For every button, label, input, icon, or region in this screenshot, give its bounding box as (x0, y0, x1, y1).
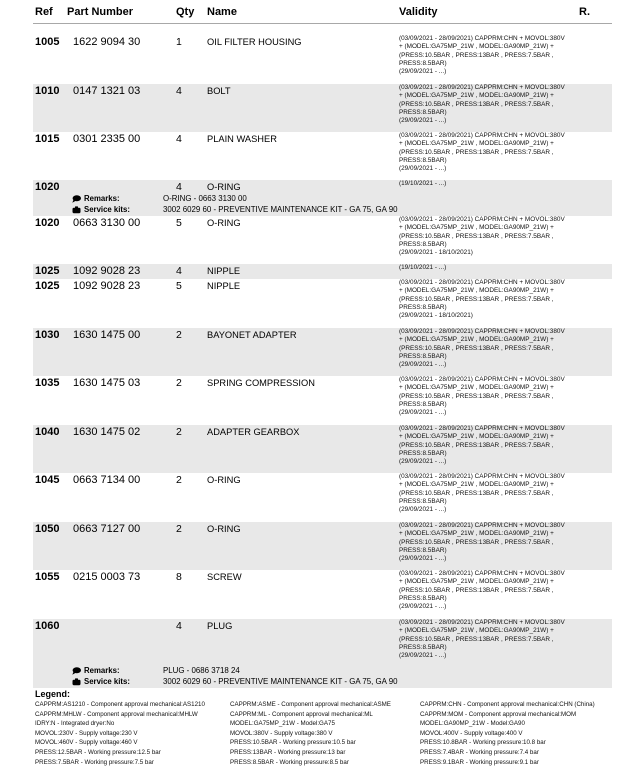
header-revision: R. (579, 6, 590, 18)
part-number: 0663 7127 00 (73, 523, 141, 535)
validity-text: (03/09/2021 - 28/09/2021) CAPPRM:CHN + MOVOL:380V + (MODEL:GA75MP_21W , MODEL:GA90MP_21W) + (PRESS:10.5BAR , PRESS:13BAR , PRESS:7.5BAR , PRESS:8.5BAR) (29/09/2021 - ...) (399, 570, 565, 611)
ref-number: 1025 (35, 265, 60, 277)
validity-text: (03/09/2021 - 28/09/2021) CAPPRM:CHN + MOVOL:380V + (MODEL:GA75MP_21W , MODEL:GA90MP_21W) + (PRESS:10.5BAR , PRESS:13BAR , PRESS:7.5BAR , PRESS:8.5BAR) (29/09/2021 - ...) (399, 473, 565, 514)
legend-column-3 (420, 700, 595, 767)
legend-item: MOVOL:380V - Supply voltage:380 V (230, 729, 333, 737)
part-name: O-RING (207, 475, 241, 485)
parts-table-row (33, 279, 612, 328)
parts-table-row (33, 84, 612, 132)
remarks-value: O-RING - 0663 3130 00 (163, 194, 247, 203)
legend-item: CAPPRM:ASME - Component approval mechanical:ASME (230, 701, 391, 708)
header-divider (33, 23, 612, 24)
part-number: 0215 0003 73 (73, 571, 141, 583)
quantity: 2 (176, 474, 182, 486)
ref-number: 1045 (35, 474, 60, 486)
ref-number: 1005 (35, 36, 60, 48)
validity-text: (19/10/2021 - ...) (399, 180, 447, 187)
header-qty: Qty (176, 6, 195, 18)
part-number: 1630 1475 03 (73, 377, 141, 389)
parts-table-row (33, 522, 612, 570)
ref-number: 1020 (35, 217, 60, 229)
quantity: 2 (176, 377, 182, 389)
part-number: 0147 1321 03 (73, 85, 141, 97)
legend-title: Legend: (35, 689, 70, 699)
parts-table-row (33, 216, 612, 264)
parts-table-row (33, 425, 612, 473)
quantity: 2 (176, 426, 182, 438)
part-number: 1630 1475 02 (73, 426, 141, 438)
ref-number: 1050 (35, 523, 60, 535)
validity-text: (03/09/2021 - 28/09/2021) CAPPRM:CHN + MOVOL:380V + (MODEL:GA75MP_21W , MODEL:GA90MP_21W) + (PRESS:10.5BAR , PRESS:13BAR , PRESS:7.5BAR , PRESS:8.5BAR) (29/09/2021 - 18/10/2021) (399, 279, 565, 320)
part-number: 1092 9028 23 (73, 265, 141, 277)
parts-table-row (33, 570, 612, 619)
parts-table-row (33, 264, 612, 279)
part-name: PLAIN WASHER (207, 134, 277, 144)
service-kits-label: Service kits: (84, 205, 130, 214)
part-number: 0663 7134 00 (73, 474, 141, 486)
part-number: 1092 9028 23 (73, 280, 141, 292)
ref-number: 1060 (35, 620, 60, 632)
legend-item: CAPPRM:AS1210 - Component approval mechanical:AS1210 (35, 701, 205, 708)
parts-table-row (33, 376, 612, 425)
remarks-value: PLUG - 0686 3718 24 (163, 666, 240, 675)
part-number: 0301 2335 00 (73, 133, 141, 145)
validity-text: (03/09/2021 - 28/09/2021) CAPPRM:CHN + MOVOL:380V + (MODEL:GA75MP_21W , MODEL:GA90MP_21W) + (PRESS:10.5BAR , PRESS:13BAR , PRESS:7.5BAR , PRESS:8.5BAR) (29/09/2021 - ...) (399, 132, 565, 173)
validity-text: (03/09/2021 - 28/09/2021) CAPPRM:CHN + MOVOL:380V + (MODEL:GA75MP_21W , MODEL:GA90MP_21W) + (PRESS:10.5BAR , PRESS:13BAR , PRESS:7.5BAR , PRESS:8.5BAR) (29/09/2021 - 18/10/2021) (399, 216, 565, 257)
quantity: 4 (176, 265, 182, 277)
quantity: 5 (176, 280, 182, 292)
part-number: 0663 3130 00 (73, 217, 141, 229)
header-part-number: Part Number (67, 6, 134, 18)
header-validity: Validity (399, 6, 438, 18)
legend-item: PRESS:13BAR - Working pressure:13 bar (230, 748, 346, 756)
ref-number: 1010 (35, 85, 60, 97)
legend-item: PRESS:10.8BAR - Working pressure:10.8 bar (420, 739, 546, 747)
quantity: 4 (176, 133, 182, 145)
quantity: 2 (176, 329, 182, 341)
part-name: BAYONET ADAPTER (207, 330, 297, 340)
part-name: BOLT (207, 86, 231, 96)
service-kit-icon (72, 678, 81, 686)
remarks-label: Remarks: (84, 666, 120, 675)
validity-text: (03/09/2021 - 28/09/2021) CAPPRM:CHN + MOVOL:380V + (MODEL:GA75MP_21W , MODEL:GA90MP_21W) + (PRESS:10.5BAR , PRESS:13BAR , PRESS:7.5BAR , PRESS:8.5BAR) (29/09/2021 - ...) (399, 619, 565, 660)
parts-table-row (33, 35, 612, 84)
part-name: OIL FILTER HOUSING (207, 37, 302, 47)
legend-item: CAPPRM:ML - Component approval mechanical:ML (230, 710, 373, 718)
ref-number: 1030 (35, 329, 60, 341)
legend-item: MOVOL:460V - Supply voltage:460 V (35, 739, 138, 747)
parts-table-row (33, 132, 612, 180)
part-number: 1630 1475 00 (73, 329, 141, 341)
ref-number: 1055 (35, 571, 60, 583)
parts-table-row (33, 473, 612, 522)
service-kits-value: 3002 6029 60 - PREVENTIVE MAINTENANCE KIT - GA 75, GA 90 (163, 205, 398, 214)
legend-item: MODEL:GA75MP_21W - Model:GA75 (230, 720, 335, 728)
part-name: ADAPTER GEARBOX (207, 427, 300, 437)
part-name: SCREW (207, 572, 242, 582)
legend-item: PRESS:7.4BAR - Working pressure:7.4 bar (420, 748, 539, 756)
legend-column-1 (35, 700, 205, 767)
validity-text: (03/09/2021 - 28/09/2021) CAPPRM:CHN + MOVOL:380V + (MODEL:GA75MP_21W , MODEL:GA90MP_21W) + (PRESS:10.5BAR , PRESS:13BAR , PRESS:7.5BAR , PRESS:8.5BAR) (29/09/2021 - ...) (399, 35, 565, 76)
part-name: PLUG (207, 621, 233, 631)
legend-item: CAPPRM:CHN - Component approval mechanical:CHN (China) (420, 701, 595, 708)
legend-item: PRESS:8.5BAR - Working pressure:8.5 bar (230, 758, 349, 766)
ref-number: 1015 (35, 133, 60, 145)
part-name: NIPPLE (207, 281, 241, 291)
legend-item: MOVOL:230V - Supply voltage:230 V (35, 729, 138, 737)
ref-number: 1025 (35, 280, 60, 292)
ref-number: 1035 (35, 377, 60, 389)
part-name: O-RING (207, 182, 241, 192)
validity-text: (03/09/2021 - 28/09/2021) CAPPRM:CHN + MOVOL:380V + (MODEL:GA75MP_21W , MODEL:GA90MP_21W) + (PRESS:10.5BAR , PRESS:13BAR , PRESS:7.5BAR , PRESS:8.5BAR) (29/09/2021 - ...) (399, 376, 565, 417)
quantity: 4 (176, 181, 182, 193)
parts-table-row (33, 328, 612, 376)
legend-item: PRESS:9.1BAR - Working pressure:9.1 bar (420, 758, 539, 766)
legend-item: PRESS:10.5BAR - Working pressure:10.5 bar (230, 739, 356, 747)
quantity: 2 (176, 523, 182, 535)
legend-item: PRESS:7.5BAR - Working pressure:7.5 bar (35, 758, 154, 766)
legend-item: CAPPRM:MHLW - Component approval mechanical:MHLW (35, 710, 198, 718)
legend-item: IDRY:N - Integrated dryer:No (35, 720, 115, 728)
legend-item: MOVOL:400V - Supply voltage:400 V (420, 729, 523, 737)
service-kits-label: Service kits: (84, 677, 130, 686)
part-name: O-RING (207, 524, 241, 534)
validity-text: (03/09/2021 - 28/09/2021) CAPPRM:CHN + MOVOL:380V + (MODEL:GA75MP_21W , MODEL:GA90MP_21W) + (PRESS:10.5BAR , PRESS:13BAR , PRESS:7.5BAR , PRESS:8.5BAR) (29/09/2021 - ...) (399, 84, 565, 125)
validity-text: (03/09/2021 - 28/09/2021) CAPPRM:CHN + MOVOL:380V + (MODEL:GA75MP_21W , MODEL:GA90MP_21W) + (PRESS:10.5BAR , PRESS:13BAR , PRESS:7.5BAR , PRESS:8.5BAR) (29/09/2021 - ...) (399, 425, 565, 466)
quantity: 4 (176, 620, 182, 632)
validity-text: (19/10/2021 - ...) (399, 264, 447, 271)
service-kits-value: 3002 6029 60 - PREVENTIVE MAINTENANCE KIT - GA 75, GA 90 (163, 677, 398, 686)
quantity: 8 (176, 571, 182, 583)
quantity: 4 (176, 85, 182, 97)
ref-number: 1020 (35, 181, 60, 193)
remarks-label: Remarks: (84, 194, 120, 203)
part-number: 1622 9094 30 (73, 36, 141, 48)
parts-table-row (33, 180, 612, 216)
validity-text: (03/09/2021 - 28/09/2021) CAPPRM:CHN + MOVOL:380V + (MODEL:GA75MP_21W , MODEL:GA90MP_21W) + (PRESS:10.5BAR , PRESS:13BAR , PRESS:7.5BAR , PRESS:8.5BAR) (29/09/2021 - ...) (399, 328, 565, 369)
legend-item: CAPPRM:MOM - Component approval mechanical:MOM (420, 710, 577, 718)
part-name: NIPPLE (207, 266, 241, 276)
comment-icon (72, 667, 81, 675)
part-name: SPRING COMPRESSION (207, 378, 315, 388)
validity-text: (03/09/2021 - 28/09/2021) CAPPRM:CHN + MOVOL:380V + (MODEL:GA75MP_21W , MODEL:GA90MP_21W) + (PRESS:10.5BAR , PRESS:13BAR , PRESS:7.5BAR , PRESS:8.5BAR) (29/09/2021 - ...) (399, 522, 565, 563)
legend-item: MODEL:GA90MP_21W - Model:GA90 (420, 720, 525, 728)
header-name: Name (207, 6, 237, 18)
header-ref: Ref (35, 6, 53, 18)
quantity: 1 (176, 36, 182, 48)
ref-number: 1040 (35, 426, 60, 438)
quantity: 5 (176, 217, 182, 229)
parts-table-row (33, 619, 612, 688)
legend-item: PRESS:12.5BAR - Working pressure:12.5 bar (35, 748, 161, 756)
part-name: O-RING (207, 218, 241, 228)
comment-icon (72, 195, 81, 203)
service-kit-icon (72, 206, 81, 214)
legend-column-2 (230, 700, 391, 767)
